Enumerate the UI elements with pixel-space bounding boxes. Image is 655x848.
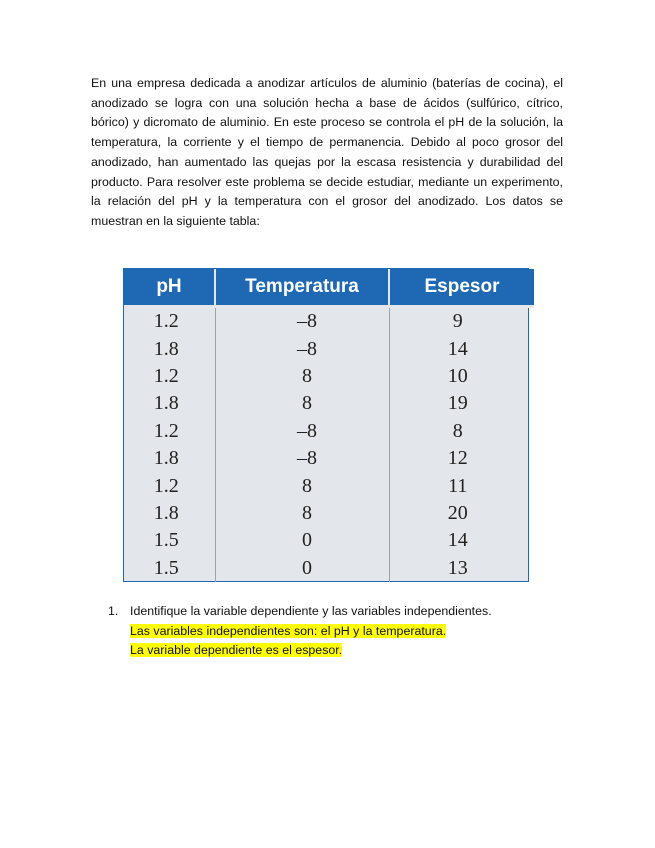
cell-ph: 1.8 [124, 500, 215, 527]
question-number: 1. [108, 604, 119, 618]
cell-espesor: 20 [447, 501, 468, 524]
cell-temperatura: 8 [215, 500, 389, 527]
cell-ph: 1.2 [124, 472, 215, 499]
table-row [124, 390, 534, 417]
cell-ph: 1.2 [124, 363, 215, 390]
header-espesor: Espesor [389, 269, 534, 307]
cell-espesor: 9 [452, 310, 463, 333]
cell-ph: 1.8 [124, 445, 215, 472]
cell-espesor: 8 [452, 419, 463, 442]
cell-espesor: 13 [447, 556, 468, 579]
cell-ph: 1.8 [124, 335, 215, 362]
intro-paragraph: En una empresa dedicada a anodizar artículos de aluminio (baterías de cocina), el anodizado se logra con una solución hecha a base de ácidos (sulfúrico, cítrico, bórico) y dicromato de aluminio. En este proceso se controla el pH de la solución, la temperatura, la corriente y el tiempo de permanencia. Debido al poco grosor del anodizado, han aumentado las quejas por la escasa resistencia y durabilidad del producto. Para resolver este problema se decide estudiar, mediante un experimento, la relación del pH y la temperatura con el grosor del anodizado. Los datos se muestran en la siguiente tabla: [91, 76, 563, 228]
cell-temperatura: –8 [215, 418, 389, 445]
cell-temperatura: 8 [215, 390, 389, 417]
cell-temperatura: –8 [215, 335, 389, 362]
cell-temperatura: 8 [215, 472, 389, 499]
answer-line-dependent [108, 641, 578, 661]
cell-espesor: 14 [447, 337, 468, 360]
cell-espesor: 12 [447, 447, 468, 470]
data-table [123, 268, 529, 582]
answer-line-independent [108, 622, 578, 642]
cell-ph: 1.8 [124, 390, 215, 417]
table-row [124, 363, 534, 390]
table-header-row [124, 269, 534, 307]
cell-ph: 1.5 [124, 555, 215, 582]
cell-espesor: 10 [447, 364, 468, 387]
table-row [124, 445, 534, 472]
cell-espesor: 19 [447, 392, 468, 415]
cell-temperatura: 0 [215, 527, 389, 554]
cell-espesor: 11 [448, 474, 468, 497]
cell-temperatura: 8 [215, 363, 389, 390]
cell-ph: 1.2 [124, 418, 215, 445]
question-list [108, 602, 578, 661]
header-ph: pH [124, 269, 215, 307]
cell-espesor: 14 [447, 529, 468, 552]
cell-ph: 1.2 [124, 307, 215, 336]
answer-highlight: La variable dependiente es el espesor. [130, 643, 343, 657]
table-row [124, 527, 534, 554]
table-row [124, 500, 534, 527]
answer-highlight: Las variables independientes son: el pH y la temperatura. [130, 623, 447, 638]
cell-ph: 1.5 [124, 527, 215, 554]
table-row [124, 472, 534, 499]
cell-temperatura: –8 [215, 307, 389, 336]
cell-temperatura: 0 [215, 555, 389, 582]
table-row [124, 335, 534, 362]
table-row [124, 418, 534, 445]
cell-temperatura: –8 [215, 445, 389, 472]
table-row [124, 307, 534, 336]
header-temperatura: Temperatura [215, 269, 389, 307]
question-text: Identifique la variable dependiente y las variables independientes. [130, 604, 492, 618]
table-row [124, 555, 534, 582]
